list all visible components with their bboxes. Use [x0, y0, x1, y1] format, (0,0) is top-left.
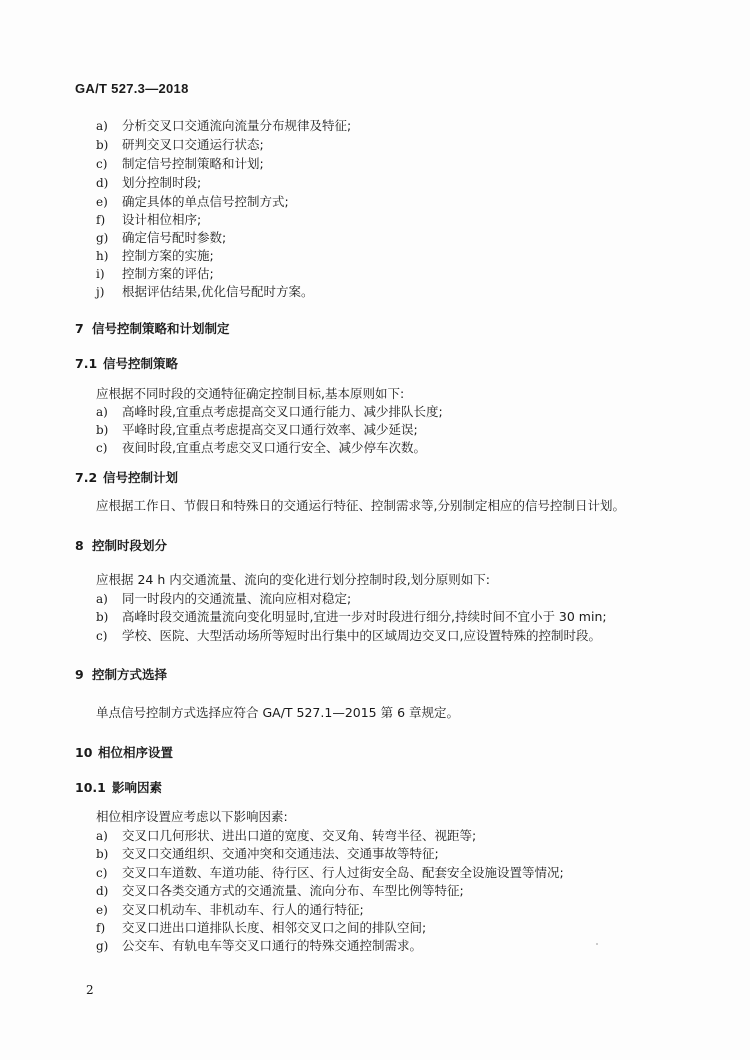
list-text: 交叉口机动车、非机动车、行人的通行特征; [122, 902, 364, 917]
section-title: 控制方式选择 [92, 667, 168, 682]
paragraph-text: 应根据 24 h 内交通流量、流向的变化进行划分控制时段,划分原则如下: [96, 572, 490, 587]
list-label: c) [96, 441, 108, 455]
list-label: e) [96, 903, 108, 917]
list-text: 划分控制时段; [122, 175, 202, 190]
scan-speck [596, 943, 598, 945]
list-label: d) [96, 176, 109, 190]
list-label: b) [96, 610, 109, 624]
list-text: 控制方案的评估; [122, 266, 214, 281]
section-number: 9 [75, 667, 84, 682]
subsection-number: 7.1 [75, 356, 98, 371]
list-text: 学校、医院、大型活动场所等短时出行集中的区域周边交叉口,应设置特殊的控制时段。 [122, 628, 601, 643]
list-label: i) [96, 267, 105, 281]
list-label: b) [96, 138, 109, 152]
paragraph-text: 单点信号控制方式选择应符合 GA/T 527.1—2015 第 6 章规定。 [96, 705, 460, 720]
list-label: f) [96, 921, 106, 935]
paragraph-text: 相位相序设置应考虑以下影响因素: [96, 809, 288, 824]
list-label: c) [96, 629, 108, 643]
list-text: 高峰时段,宜重点考虑提高交叉口通行能力、减少排队长度; [122, 404, 443, 419]
section-title: 相位相序设置 [98, 745, 174, 760]
list-label: j) [96, 285, 105, 299]
section-number: 7 [75, 321, 84, 336]
list-label: d) [96, 884, 109, 898]
list-label: c) [96, 866, 108, 880]
list-text: 制定信号控制策略和计划; [122, 156, 264, 171]
list-text: 交叉口各类交通方式的交通流量、流向分布、车型比例等特征; [122, 883, 464, 898]
subsection-number: 10.1 [75, 780, 106, 795]
page-number: 2 [86, 983, 94, 997]
list-label: b) [96, 423, 109, 437]
subsection-number: 7.2 [75, 470, 98, 485]
subsection-title: 影响因素 [112, 780, 163, 795]
list-text: 交叉口进出口道排队长度、相邻交叉口之间的排队空间; [122, 920, 427, 935]
list-label: h) [96, 249, 109, 263]
list-text: 研判交叉口交通运行状态; [122, 137, 264, 152]
document-code: GA/T 527.3—2018 [75, 81, 189, 96]
section-number: 8 [75, 538, 84, 553]
list-label: f) [96, 213, 106, 227]
list-label: g) [96, 939, 109, 953]
list-text: 平峰时段,宜重点考虑提高交叉口通行效率、减少延误; [122, 422, 418, 437]
list-text: 分析交叉口交通流向流量分布规律及特征; [122, 118, 352, 133]
section-number: 10 [75, 745, 93, 760]
list-label: a) [96, 405, 108, 419]
list-text: 根据评估结果,优化信号配时方案。 [122, 284, 314, 299]
paragraph-text: 应根据工作日、节假日和特殊日的交通运行特征、控制需求等,分别制定相应的信号控制日计划。 [96, 498, 625, 513]
list-text: 交叉口交通组织、交通冲突和交通违法、交通事故等特征; [122, 846, 439, 861]
list-label: e) [96, 195, 108, 209]
list-text: 交叉口几何形状、进出口道的宽度、交叉角、转弯半径、视距等; [122, 828, 477, 843]
list-label: c) [96, 157, 108, 171]
paragraph-text: 应根据不同时段的交通特征确定控制目标,基本原则如下: [96, 386, 405, 401]
list-text: 设计相位相序; [122, 212, 202, 227]
list-text: 夜间时段,宜重点考虑交叉口通行安全、减少停车次数。 [122, 440, 426, 455]
list-label: a) [96, 119, 108, 133]
list-text: 确定信号配时参数; [122, 230, 227, 245]
list-label: a) [96, 829, 108, 843]
section-title: 控制时段划分 [92, 538, 168, 553]
list-text: 确定具体的单点信号控制方式; [122, 194, 289, 209]
list-text: 交叉口车道数、车道功能、待行区、行人过街安全岛、配套安全设施设置等情况; [122, 865, 564, 880]
list-text: 高峰时段交通流量流向变化明显时,宜进一步对时段进行细分,持续时间不宜小于 30 min; [122, 609, 607, 624]
list-label: b) [96, 847, 109, 861]
list-label: g) [96, 231, 109, 245]
list-text: 同一时段内的交通流量、流向应相对稳定; [122, 591, 352, 606]
list-text: 控制方案的实施; [122, 248, 214, 263]
list-label: a) [96, 592, 108, 606]
section-title: 信号控制策略和计划制定 [92, 321, 230, 336]
subsection-title: 信号控制策略 [103, 356, 179, 371]
subsection-title: 信号控制计划 [103, 470, 179, 485]
list-text: 公交车、有轨电车等交叉口通行的特殊交通控制需求。 [122, 938, 423, 953]
